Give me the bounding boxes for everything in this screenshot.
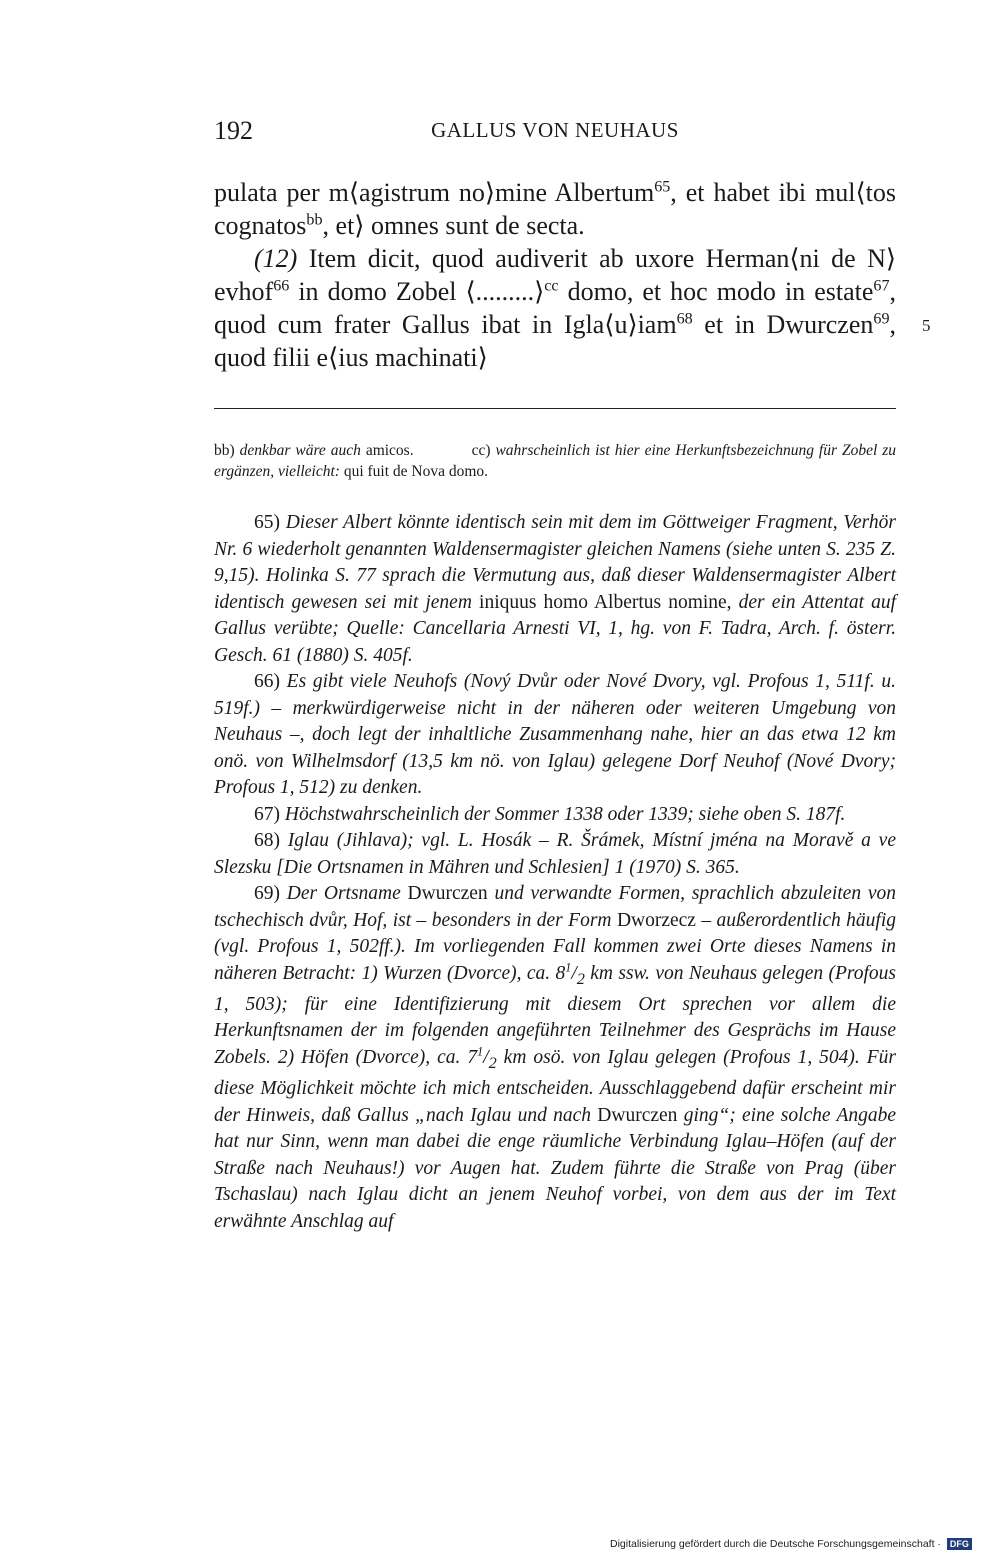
footnote-66: 66) Es gibt viele Neuhofs (Nový Dvůr oder Nové Dvory, vgl. Profous 1, 511f. u. 519f.) – merkwürdigerweise nicht in der näheren oder weiteren Umgebung von Neuhaus –, doch legt der inhaltliche Zusammenhang nahe, hier an das etwa 12 km onö. von Wilhelmsdorf (13,5 km nö. von Iglau) gelegene Dorf Neuhof (Nové Dvory; Profous 1, 512) zu denken.	[214, 671, 896, 798]
critical-apparatus	[214, 440, 896, 482]
footnote-ref-67: 67	[873, 277, 890, 295]
main-paragraph-2: (12) Item dicit, quod audiverit ab uxore Herman⟨ni de N⟩evhof$^{66}$ in domo Zobel ⟨.........⟩$^{cc}$ domo, et hoc modo in estate$^{67}$, quod cum frater Gallus ibat in Igla⟨u⟩iam$^{68}$ et in Dwurczen$^{69}$, quod filii e⟨ius machinati⟩	[214, 244, 896, 372]
footnote-65: 65) Dieser Albert könnte identisch sein mit dem im Göttweiger Fragment, Verhör Nr. 6 wiederholt genannten Waldensermagister gleichen Namens (siehe unten S. 235 Z. 9,15). Holinka S. 77 sprach die Vermutung aus, daß dieser Waldensermagister Albert identisch gewesen sei mit jenem iniquus homo Albertus nomine, der ein Attentat auf Gallus verübte; Quelle: Cancellaria Arnesti VI, 1, hg. von F. Tadra, Arch. f. österr. Gesch. 61 (1880) S. 405f.	[214, 512, 897, 666]
page-header	[214, 116, 896, 156]
paragraph-number: (12)	[254, 244, 298, 273]
footnotes	[214, 510, 896, 1235]
page-number: 192	[214, 116, 253, 145]
dfg-logo: DFG	[947, 1538, 972, 1550]
footnote-separator-rule	[214, 408, 896, 409]
apparatus-ref-bb: bb	[306, 211, 323, 229]
apparatus-entries: bb) denkbar wäre auch amicos. cc) wahrscheinlich ist hier eine Herkunftsbezeichnung für Zobel zu ergänzen, vielleicht: qui fuit de Nova domo.	[214, 442, 896, 480]
main-text	[214, 176, 896, 374]
footnote-68: 68) Iglau (Jihlava); vgl. L. Hosák – R. Šrámek, Místní jména na Moravě a ve Slezsku [Die Ortsnamen in Mähren und Schlesien] 1 (1970) S. 365.	[214, 830, 896, 878]
apparatus-label-cc: cc)	[471, 442, 491, 459]
apparatus-label-bb: bb)	[214, 442, 235, 459]
main-paragraph-1: pulata per m⟨agistrum no⟩mine Albertum$^{65}$, et habet ibi mul⟨tos cognatos$^{bb}$, et⟩ omnes sunt de secta.	[214, 178, 897, 240]
running-title: GALLUS VON NEUHAUS	[431, 118, 679, 142]
footnote-67: 67) Höchstwahrscheinlich der Sommer 1338 oder 1339; siehe oben S. 187f.	[254, 803, 846, 825]
footnote-ref-66: 66	[273, 277, 290, 295]
footnote-ref-69: 69	[873, 310, 890, 328]
footnote-69: 69) Der Ortsname Dwurczen und verwandte Formen, sprachlich abzuleiten von tschechisch dvůr, Hof, ist – besonders in der Form Dworzecz – außerordentlich häufig (vgl. Profous 1, 502ff.). Im vorliegenden Fall kommen zwei Orte dieses Namens in näheren Betracht: 1) Wurzen (Dvorce), ca. $8^1/_2$ km ssw. von Neuhaus gelegen (Profous 1, 503); für eine Identifizierung mit diesem Ort sprechen vor allem die Herkunftsnamen der im folgenden angeführten Teilnehmer des Gesprächs im Hause Zobels. 2) Höfen (Dvorce), ca. $7^1/_2$ km osö. von Iglau gelegen (Profous 1, 504). Für diese Möglichkeit möchte ich mich entscheiden. Ausschlaggebend dafür erscheint mir der Hinweis, daß Gallus „nach Iglau und nach Dwurczen ging“; eine solche Angabe hat nur Sinn, wenn man dabei die enge räumliche Verbindung Iglau–Höfen (auf der Straße nach Neuhaus!) vor Augen hat. Zudem führte die Straße von Prag (über Tschaslau) nach Iglau dicht an jenem Neuhof vorbei, von dem aus der im Text erwähnte Anschlag auf	[214, 883, 897, 1232]
apparatus-ref-cc: cc	[544, 277, 559, 295]
footnote-ref-68: 68	[676, 310, 693, 328]
digitization-credit: Digitalisierung gefördert durch die Deutsche Forschungsgemeinschaft · DFG	[610, 1538, 972, 1550]
line-number-marker: 5	[922, 316, 931, 335]
footnote-ref-65: 65	[654, 178, 671, 196]
